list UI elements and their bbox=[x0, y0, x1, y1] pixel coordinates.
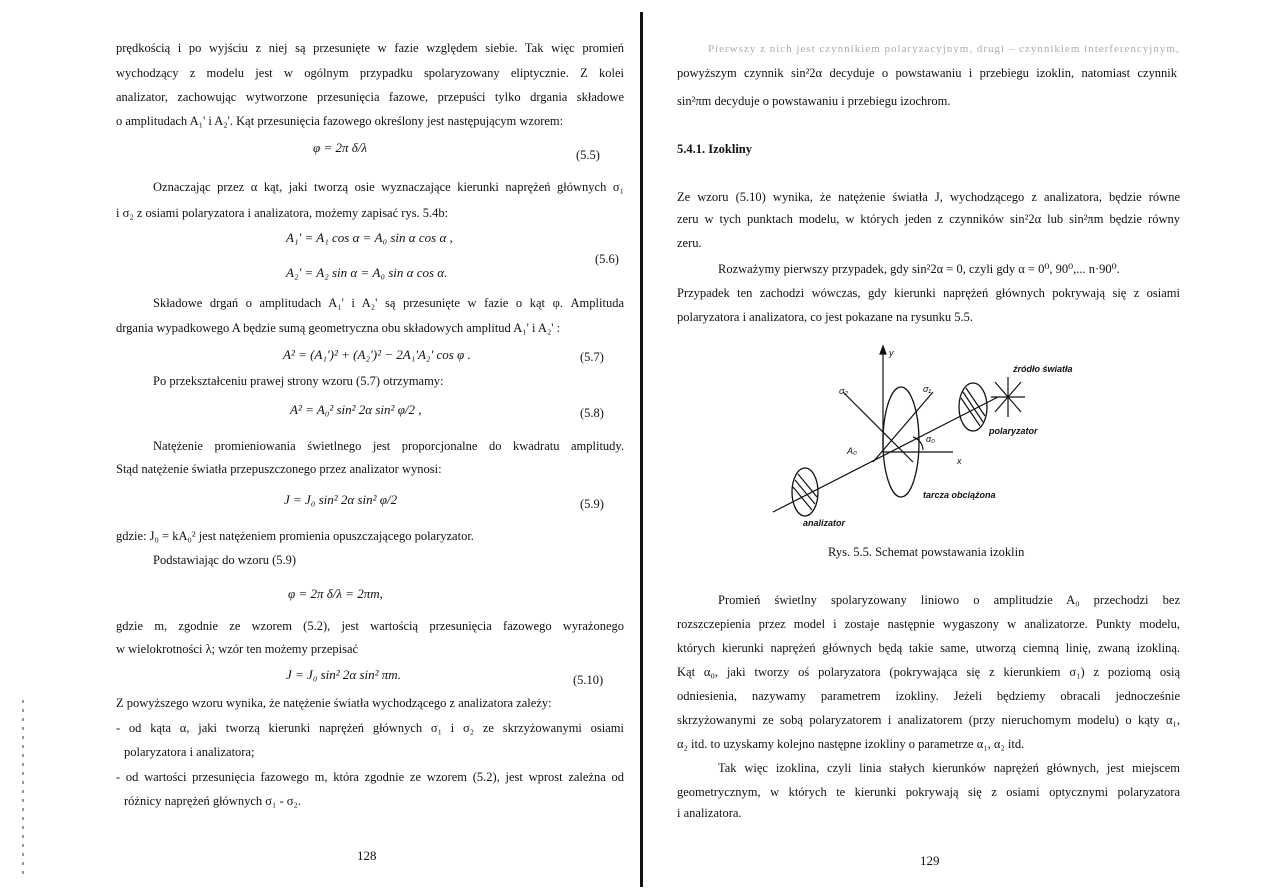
disc-label: tarcza obciążona bbox=[923, 490, 996, 500]
text-line: Stąd natężenie światła przepuszczonego przez analizator wynosi: bbox=[116, 462, 442, 476]
text-line: Przypadek ten zachodzi wówczas, gdy kierunki naprężeń głównych pokrywają się z osiami bbox=[677, 286, 1180, 300]
equation-5-9: J = J₀ sin² 2α sin² φ/2 bbox=[284, 492, 398, 507]
polarizer-label: polaryzator bbox=[989, 426, 1038, 436]
source-label: źródło światła bbox=[1013, 364, 1073, 374]
equation-number: (5.10) bbox=[573, 673, 604, 687]
text-line: Promień świetlny spolaryzowany liniowo o amplitudzie A₀ przechodzi bez bbox=[718, 593, 1180, 607]
page-number: 128 bbox=[357, 848, 377, 863]
analyzer-label: analizator bbox=[803, 518, 846, 528]
equation-5-8: A² = A₀² sin² 2α sin² φ/2 , bbox=[290, 402, 422, 417]
equation-number: (5.9) bbox=[580, 497, 604, 511]
text-line: skrzyżowanymi ze sobą polaryzatorem i analizatorem (przy nieruchomym modelu) o kąty α₁, bbox=[677, 713, 1180, 727]
figure-isocline-schematic bbox=[763, 342, 1093, 537]
text-line: powyższym czynnik sin²2α decyduje o powstawaniu i przebiegu izoklin, natomiast czynnik bbox=[677, 66, 1177, 80]
equation-5-10: J = J₀ sin² 2α sin² πm. bbox=[286, 667, 401, 682]
bullet-item: - od wartości przesunięcia fazowego m, która zgodnie ze wzorem (5.2), jest wprost zależna od bbox=[116, 770, 624, 784]
text-line: i σ₂ z osiami polaryzatora i analizatora, możemy zapisać rys. 5.4b: bbox=[116, 206, 449, 220]
bullet-continuation: różnicy naprężeń głównych σ₁ - σ₂. bbox=[124, 794, 301, 808]
text-line: sin²πm decyduje o powstawaniu i przebiegu izochrom. bbox=[677, 94, 951, 108]
text-line: wychodzący z modelu jest w ogólnym przypadku spolaryzowany eliptycznie. Z kolei bbox=[116, 66, 624, 80]
equation-number: (5.8) bbox=[580, 406, 604, 420]
text-line: Oznaczając przez α kąt, jaki tworzą osie wyznaczające kierunki naprężeń głównych σ₁ bbox=[153, 180, 624, 194]
figure-caption: Rys. 5.5. Schemat powstawania izoklin bbox=[828, 545, 1025, 559]
equation-number: (5.7) bbox=[580, 350, 604, 364]
alpha0-label: α₀ bbox=[926, 434, 935, 444]
alpha-arc bbox=[913, 437, 923, 450]
text-line: geometrycznym, w których te kierunki pokrywają się z osiami optycznymi polaryzatora bbox=[677, 785, 1180, 799]
analyzer-hatch bbox=[793, 487, 812, 510]
sigma2-label: σ₂ bbox=[839, 386, 848, 396]
page-gutter bbox=[640, 12, 643, 887]
bullet-continuation: polaryzatora i analizatora; bbox=[124, 745, 255, 759]
text-line: których kierunki naprężeń głównych będą takie same, utworzą ciemną linię, zwaną izokliną. bbox=[677, 641, 1180, 655]
text-line: Natężenie promieniowania świetlnego jest proporcjonalne do kwadratu amplitudy. bbox=[153, 439, 624, 453]
polarizer-hatch bbox=[963, 392, 983, 422]
text-line: zeru. bbox=[677, 236, 702, 250]
loaded-disc bbox=[883, 387, 919, 497]
text-line: odniesienia, nazywamy parametrem izokliny. Jeżeli będziemy obracali jednocześnie bbox=[677, 689, 1180, 703]
a0-label: A₀ bbox=[847, 446, 857, 456]
equation-5-6b: A₂' = A₂ sin α = A₀ sin α cos α. bbox=[286, 265, 448, 280]
y-axis-label: y bbox=[889, 348, 894, 358]
text-line: zeru w tych punktach modelu, w których jeden z czynników sin²2α lub sin²πm będzie równy bbox=[677, 212, 1180, 226]
text-line: Z powyższego wzoru wynika, że natężenie światła wychodzącego z analizatora zależy: bbox=[116, 696, 552, 710]
page-number: 129 bbox=[920, 853, 940, 868]
equation-number: (5.6) bbox=[595, 252, 619, 266]
sigma1-label: σ₁ bbox=[923, 384, 932, 394]
y-axis-arrow bbox=[880, 346, 886, 354]
analyzer-hatch bbox=[798, 474, 817, 497]
text-line: Rozważymy pierwszy przypadek, gdy sin²2α = 0, czyli gdy α = 0⁰, 90⁰,... n·90⁰. bbox=[718, 262, 1120, 276]
text-line: polaryzatora i analizatora, co jest pokazane na rysunku 5.5. bbox=[677, 310, 974, 324]
text-line: i analizatora. bbox=[677, 806, 742, 820]
text-line: o amplitudach A₁' i A₂'. Kąt przesunięcia fazowego określony jest następującym wzorem: bbox=[116, 114, 564, 128]
page-129 bbox=[648, 0, 1263, 893]
text-line: w wielokrotności λ; wzór ten możemy przepisać bbox=[116, 642, 359, 656]
text-line: analizator, zachowując wytworzone przesunięcia fazowe, przepuści tylko drgania składowe bbox=[116, 90, 624, 104]
text-line: rozszczepienia przez model i zostaje następnie wygaszony w analizatorze. Punkty modelu, bbox=[677, 617, 1180, 631]
faded-text-line: Pierwszy z nich jest czynnikiem polaryzacyjnym, drugi – czynnikiem interferencyjnym, bbox=[708, 43, 1180, 55]
equation-number: (5.5) bbox=[576, 148, 600, 162]
equation-5-5: φ = 2π δ/λ bbox=[313, 140, 368, 155]
x-axis-label: x bbox=[957, 456, 962, 466]
text-line: prędkością i po wyjściu z niej są przesunięte w fazie względem siebie. Tak więc promień bbox=[116, 41, 624, 55]
text-line: α₂ itd. to uzyskamy kolejno następne izokliny o parametrze α₁, α₂ itd. bbox=[677, 737, 1025, 751]
equation-substitution: φ = 2π δ/λ = 2πm, bbox=[288, 586, 383, 601]
text-line: Po przekształceniu prawej strony wzoru (5.7) otrzymamy: bbox=[153, 374, 444, 388]
text-line: Podstawiając do wzoru (5.9) bbox=[153, 553, 297, 567]
text-line: Tak więc izoklina, czyli linia stałych kierunków naprężeń głównych, jest miejscem bbox=[718, 761, 1180, 775]
text-line: gdzie m, zgodnie ze wzorem (5.2), jest wartością przesunięcia fazowego wyrażonego bbox=[116, 619, 624, 633]
text-line: drgania wypadkowego A będzie sumą geometryczna obu składowych amplitud A₁' i A₂' : bbox=[116, 321, 561, 335]
equation-5-6a: A₁' = A₁ cos α = A₀ sin α cos α , bbox=[286, 230, 453, 245]
text-line: Kąt α₀, jaki tworzy oś polaryzatora (pokrywająca się z kierunkiem σ₁) z poziomą osią bbox=[677, 665, 1180, 679]
section-heading: 5.4.1. Izokliny bbox=[677, 142, 753, 156]
text-line: Ze wzoru (5.10) wynika, że natężenie światła J, wychodzącego z analizatora, będzie równe bbox=[677, 190, 1180, 204]
text-line: gdzie: J₀ = kA₀² jest natężeniem promienia opuszczającego polaryzator. bbox=[116, 529, 474, 543]
bullet-item: - od kąta α, jaki tworzą kierunki naprężeń głównych σ₁ i σ₂ ze skrzyżowanymi osiami bbox=[116, 721, 624, 735]
equation-5-7: A² = (A₁')² + (A₂')² − 2A₁'A₂' cos φ . bbox=[283, 347, 471, 362]
text-line: Składowe drgań o amplitudach A₁' i A₂' są przesunięte w fazie o kąt φ. Amplituda bbox=[153, 296, 624, 310]
